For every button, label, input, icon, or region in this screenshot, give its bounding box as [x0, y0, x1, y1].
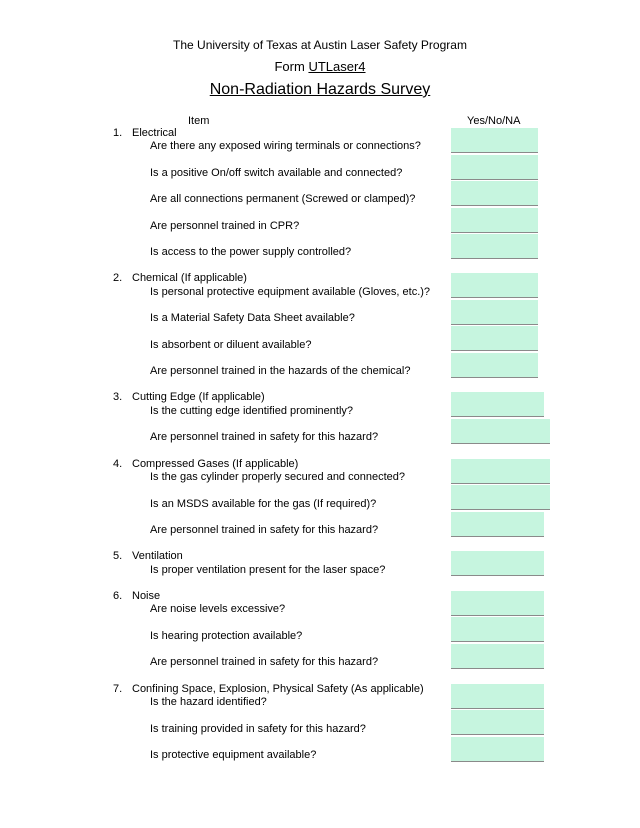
section-heading: [113, 590, 160, 602]
section-number: 3.: [113, 391, 123, 403]
question-text: Is a Material Safety Data Sheet available?: [150, 312, 355, 324]
answer-field[interactable]: [451, 684, 544, 709]
section-title: Ventilation: [132, 550, 183, 562]
question-text: Is the cutting edge identified prominently?: [150, 405, 354, 417]
section-heading: [113, 272, 247, 284]
section-number: 4.: [113, 458, 123, 470]
answer-field[interactable]: [451, 551, 544, 576]
question-text: Is absorbent or diluent available?: [150, 339, 312, 351]
question-text: Is access to the power supply controlled?: [150, 246, 352, 258]
answer-field[interactable]: [451, 181, 538, 206]
section-title: Cutting Edge (If applicable): [132, 391, 265, 403]
form-label: [0, 59, 640, 74]
answer-field[interactable]: [451, 591, 544, 616]
section-number: 7.: [113, 683, 123, 695]
question-text: Is an MSDS available for the gas (If required)?: [150, 498, 377, 510]
answer-field[interactable]: [451, 459, 550, 484]
question-text: Is protective equipment available?: [150, 749, 317, 761]
question-text: Is a positive On/off switch available and connected?: [150, 167, 403, 179]
question-text: Are personnel trained in CPR?: [150, 220, 300, 232]
answer-field[interactable]: [451, 353, 538, 378]
form-prefix: Form: [274, 59, 309, 74]
section-heading: [113, 458, 298, 470]
answer-field[interactable]: [451, 392, 544, 417]
question-text: Are all connections permanent (Screwed or clamped)?: [150, 193, 416, 205]
answer-field[interactable]: [451, 300, 538, 325]
answer-field[interactable]: [451, 155, 538, 180]
section-heading: [113, 127, 177, 139]
answer-column-header: Yes/No/NA: [467, 115, 521, 127]
section-title: Compressed Gases (If applicable): [132, 458, 299, 470]
section-number: 2.: [113, 272, 123, 284]
question-text: Are personnel trained in safety for this hazard?: [150, 656, 379, 668]
question-text: Are personnel trained in the hazards of the chemical?: [150, 365, 411, 377]
answer-field[interactable]: [451, 737, 544, 762]
answer-field[interactable]: [451, 208, 538, 233]
section-number: 6.: [113, 590, 123, 602]
section-number: 5.: [113, 550, 123, 562]
question-text: Are personnel trained in safety for this hazard?: [150, 524, 379, 536]
answer-field[interactable]: [451, 273, 538, 298]
section-heading: [113, 391, 265, 403]
section-title: Chemical (If applicable): [132, 272, 247, 284]
question-text: Is personal protective equipment available (Gloves, etc.)?: [150, 286, 431, 298]
answer-field[interactable]: [451, 128, 538, 153]
section-heading: [113, 550, 183, 562]
question-text: Is the hazard identified?: [150, 696, 267, 708]
section-title: Confining Space, Explosion, Physical Safety (As applicable): [132, 683, 424, 695]
question-text: Are there any exposed wiring terminals or connections?: [150, 140, 421, 152]
answer-field[interactable]: [451, 485, 550, 510]
answer-field[interactable]: [451, 617, 544, 642]
question-text: Is hearing protection available?: [150, 630, 303, 642]
section-heading: [113, 683, 424, 695]
answer-field[interactable]: [451, 419, 550, 444]
question-text: Are personnel trained in safety for this hazard?: [150, 431, 379, 443]
page-title: Non-Radiation Hazards Survey: [209, 81, 431, 98]
question-text: Are noise levels excessive?: [150, 603, 286, 615]
question-text: Is proper ventilation present for the laser space?: [150, 564, 386, 576]
answer-field[interactable]: [451, 710, 544, 735]
answer-field[interactable]: [451, 234, 538, 259]
form-name: UTLaser4: [308, 59, 366, 74]
section-title: Electrical: [132, 127, 177, 139]
answer-field[interactable]: [451, 326, 538, 351]
answer-field[interactable]: [451, 512, 544, 537]
answer-field[interactable]: [451, 644, 544, 669]
section-title: Noise: [132, 590, 161, 602]
question-text: Is training provided in safety for this hazard?: [150, 723, 366, 735]
item-column-header: Item: [188, 115, 210, 127]
question-text: Is the gas cylinder properly secured and connected?: [150, 471, 405, 483]
section-number: 1.: [113, 127, 123, 139]
program-title: The University of Texas at Austin Laser Safety Program: [173, 38, 467, 52]
